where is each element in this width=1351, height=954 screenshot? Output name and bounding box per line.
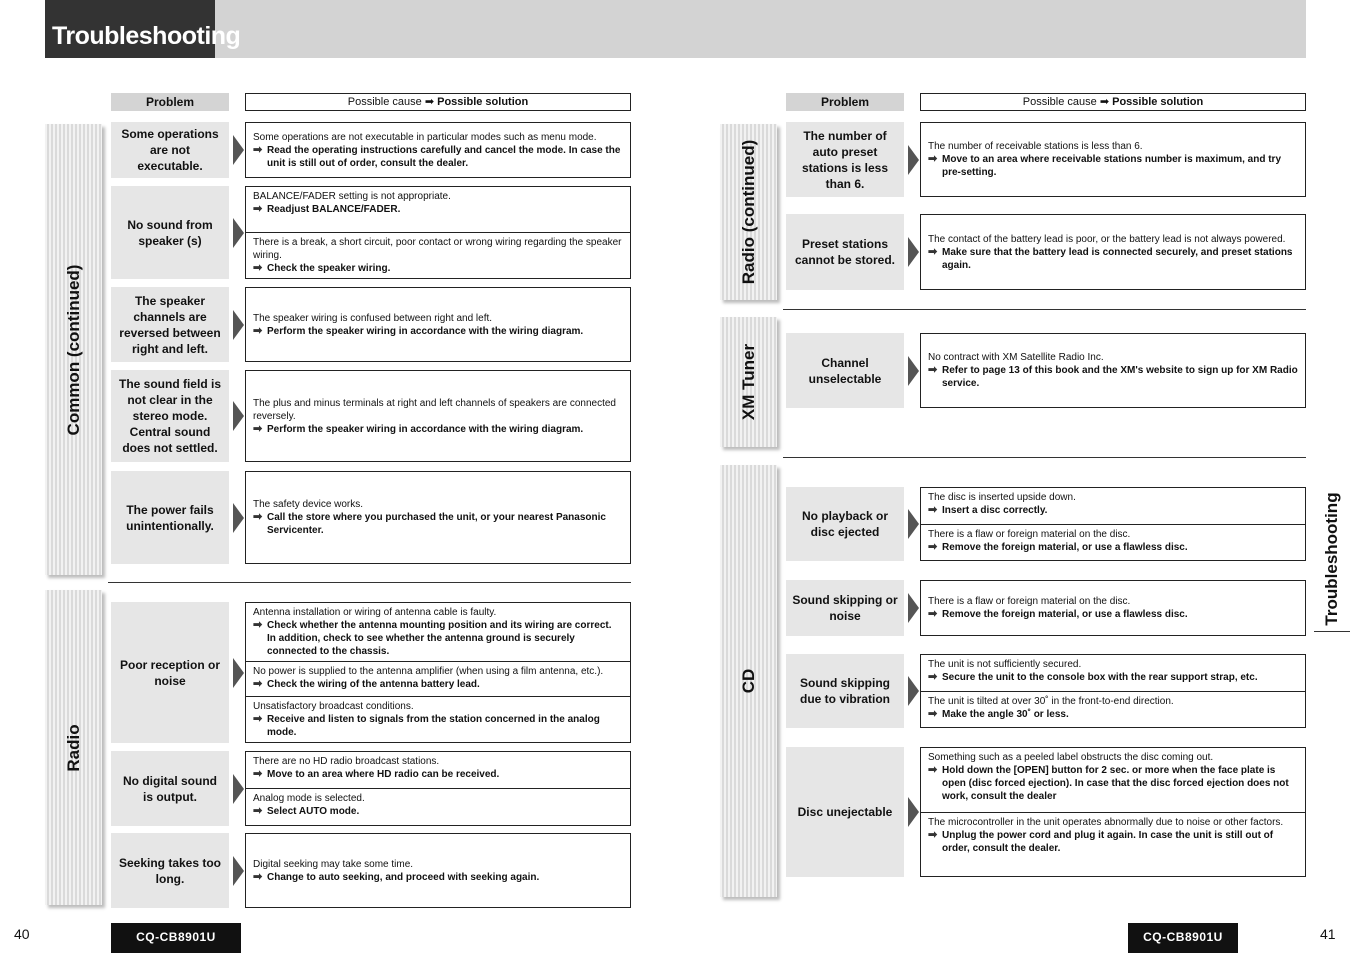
solution-line bbox=[928, 829, 1298, 855]
pointer-arrow-icon bbox=[908, 356, 919, 386]
solution-box bbox=[245, 602, 631, 743]
solution-line bbox=[253, 805, 623, 818]
model-badge-right: CQ-CB8901U bbox=[1128, 923, 1238, 953]
solution-box bbox=[920, 122, 1306, 197]
solution-line bbox=[253, 511, 623, 537]
cause-solution-item bbox=[246, 128, 630, 173]
problem-text: Preset stations cannot be stored. bbox=[794, 237, 895, 267]
solution-text: Insert a disc correctly. bbox=[942, 505, 1048, 516]
cause-text: There is a flaw or foreign material on the disc. bbox=[928, 596, 1131, 607]
pointer-arrow-icon bbox=[908, 676, 919, 706]
solution-box bbox=[245, 186, 631, 279]
cause-solution-item bbox=[246, 187, 630, 232]
problem-text: The power fails unintentionally. bbox=[126, 502, 214, 533]
problem-cell bbox=[111, 186, 229, 279]
problem-text: No digital sound is output. bbox=[123, 773, 217, 804]
problem-text: Disc unejectable bbox=[797, 805, 893, 819]
solution-line bbox=[253, 871, 623, 884]
solution-line bbox=[253, 713, 623, 739]
solution-text: Read the operating instructions carefully and cancel the mode. In case the unit is still out of order, consult the dealer. bbox=[267, 144, 621, 169]
section-tab-common bbox=[45, 124, 102, 575]
pointer-arrow-icon bbox=[233, 503, 244, 533]
pointer-arrow-icon bbox=[233, 310, 244, 340]
pointer-arrow-icon bbox=[908, 593, 919, 623]
pointer-arrow-icon bbox=[908, 797, 919, 827]
problem-text: No playback or disc ejected bbox=[801, 509, 889, 539]
solution-text: Secure the unit to the console box with the rear support strap, etc. bbox=[942, 672, 1258, 683]
problem-cell bbox=[111, 602, 229, 743]
problem-text: Channel unselectable bbox=[808, 355, 882, 386]
pointer-arrow-icon bbox=[908, 145, 919, 175]
solution-line bbox=[928, 708, 1298, 721]
arrow-icon: ➡ bbox=[253, 870, 263, 883]
cause-text: Something such as a peeled label obstructs the disc coming out. bbox=[928, 752, 1214, 763]
cause-solution-item bbox=[246, 696, 630, 742]
cause-solution-item bbox=[246, 752, 630, 788]
cause-text: Digital seeking may take some time. bbox=[253, 858, 414, 870]
solution-line bbox=[253, 678, 623, 691]
problem-cell bbox=[786, 580, 904, 636]
cause-solution-item bbox=[246, 309, 630, 341]
solution-line bbox=[928, 504, 1298, 517]
arrow-icon: ➡ bbox=[928, 364, 938, 376]
side-tab-troubleshooting bbox=[1314, 486, 1350, 632]
cause-text: The speaker wiring is confused between right and left. bbox=[253, 312, 493, 324]
cause-header-right: Possible cause bbox=[1022, 96, 1097, 108]
solution-header-right bbox=[920, 93, 1306, 111]
arrow-icon: ➡ bbox=[253, 324, 263, 337]
arrow-icon: ➡ bbox=[253, 511, 263, 523]
page-number-left: 40 bbox=[14, 926, 30, 942]
problem-text: The sound field is not clear in the stereo mode. Central sound does not settled. bbox=[118, 377, 221, 455]
cause-solution-item bbox=[921, 812, 1305, 877]
solution-line bbox=[253, 144, 623, 170]
section-label-common: Common (continued) bbox=[63, 264, 83, 435]
solution-line bbox=[253, 325, 623, 338]
problem-cell bbox=[111, 122, 229, 178]
cause-text: Some operations are not executable in particular modes such as menu mode. bbox=[253, 131, 597, 143]
problem-cell bbox=[111, 833, 229, 908]
pointer-arrow-icon bbox=[233, 774, 244, 804]
solution-text: Make the angle 30˚ or less. bbox=[942, 708, 1069, 720]
section-divider bbox=[783, 309, 1306, 310]
solution-text: Move to an area where receivable stations number is maximum, and try pre-setting. bbox=[942, 154, 1282, 178]
arrow-icon: ➡ bbox=[928, 707, 938, 720]
cause-text: There is a break, a short circuit, poor contact or wrong wiring regarding the speaker wiring. bbox=[253, 237, 622, 261]
solution-text: Receive and listen to signals from the station concerned in the analog mode. bbox=[267, 714, 600, 738]
solution-text: Check whether the antenna mounting position and its wiring are correct. In addition, check to see whether the antenna ground is securely connected to the chassis. bbox=[267, 620, 612, 657]
solution-text: Move to an area where HD radio can be received. bbox=[267, 769, 500, 780]
cause-text: Antenna installation or wiring of antenna cable is faulty. bbox=[253, 607, 497, 618]
arrow-icon: ➡ bbox=[928, 504, 938, 516]
pointer-arrow-icon bbox=[233, 856, 244, 886]
model-badge-left: CQ-CB8901U bbox=[111, 923, 241, 953]
solution-box bbox=[920, 487, 1306, 561]
page-title: Troubleshooting bbox=[45, 0, 215, 58]
cause-text: Unsatisfactory broadcast conditions. bbox=[253, 701, 414, 712]
arrow-icon: ➡ bbox=[928, 245, 938, 258]
problem-cell bbox=[786, 333, 904, 408]
arrow-icon: ➡ bbox=[253, 203, 263, 215]
solution-box bbox=[245, 471, 631, 564]
problem-cell bbox=[786, 747, 904, 877]
problem-cell bbox=[786, 214, 904, 290]
side-tab-label: Troubleshooting bbox=[1322, 491, 1341, 626]
cause-solution-item bbox=[921, 691, 1305, 728]
solution-box bbox=[920, 333, 1306, 408]
solution-box bbox=[245, 751, 631, 826]
arrow-icon: ➡ bbox=[424, 96, 435, 108]
solution-header-label-right: Possible solution bbox=[1112, 96, 1204, 108]
arrow-icon: ➡ bbox=[928, 671, 938, 683]
arrow-icon: ➡ bbox=[253, 805, 263, 817]
cause-text: The safety device works. bbox=[253, 499, 364, 510]
section-tab-cd bbox=[720, 465, 777, 897]
solution-box bbox=[920, 580, 1306, 636]
cause-solution-item bbox=[246, 855, 630, 887]
solution-header bbox=[245, 93, 631, 111]
arrow-icon: ➡ bbox=[928, 608, 938, 620]
pointer-arrow-icon bbox=[908, 509, 919, 539]
cause-text: BALANCE/FADER setting is not appropriate. bbox=[253, 191, 451, 202]
cause-text: The plus and minus terminals at right and left channels of speakers are connected reversely. bbox=[253, 397, 616, 422]
pointer-arrow-icon bbox=[233, 135, 244, 165]
solution-text: Remove the foreign material, or use a flawless disc. bbox=[942, 541, 1188, 553]
problem-text: Sound skipping due to vibration bbox=[800, 676, 890, 706]
problem-text: The speaker channels are reversed between right and left. bbox=[119, 293, 221, 356]
solution-box bbox=[920, 214, 1306, 290]
cause-solution-item bbox=[246, 232, 630, 278]
problem-header: Problem bbox=[111, 93, 229, 111]
arrow-icon: ➡ bbox=[253, 713, 263, 725]
cause-solution-item bbox=[246, 603, 630, 661]
cause-text: The unit is tilted at over 30˚ in the front-to-end direction. bbox=[928, 695, 1174, 707]
problem-cell bbox=[786, 487, 904, 561]
solution-text: Unplug the power cord and plug it again. In case the unit is still out of order, consult the dealer. bbox=[942, 829, 1274, 854]
cause-text: The number of receivable stations is less than 6. bbox=[928, 141, 1143, 152]
cause-text: No power is supplied to the antenna amplifier (when using a film antenna, etc.). bbox=[253, 666, 604, 677]
cause-solution-item bbox=[921, 488, 1305, 524]
cause-text: Analog mode is selected. bbox=[253, 793, 365, 804]
section-label-radio: Radio bbox=[63, 723, 83, 772]
cause-text: No contract with XM Satellite Radio Inc. bbox=[928, 352, 1104, 363]
solution-line bbox=[928, 153, 1298, 179]
arrow-icon: ➡ bbox=[928, 764, 938, 776]
solution-text: Perform the speaker wiring in accordance with the wiring diagram. bbox=[267, 325, 584, 337]
solution-box bbox=[245, 122, 631, 178]
solution-text: Perform the speaker wiring in accordance with the wiring diagram. bbox=[267, 423, 584, 435]
solution-line bbox=[928, 671, 1298, 684]
cause-text: The contact of the battery lead is poor, or the battery lead is not always powered. bbox=[928, 233, 1286, 245]
section-label-radio-continued: Radio (continued) bbox=[738, 139, 758, 285]
solution-line bbox=[928, 608, 1298, 621]
solution-line bbox=[928, 541, 1298, 554]
section-divider bbox=[108, 582, 631, 583]
pointer-arrow-icon bbox=[233, 401, 244, 431]
cause-solution-item bbox=[246, 495, 630, 540]
section-tab-xm bbox=[720, 317, 777, 447]
solution-text: Change to auto seeking, and proceed with seeking again. bbox=[267, 871, 540, 883]
solution-text: Make sure that the battery lead is connected securely, and preset stations again. bbox=[942, 246, 1293, 271]
arrow-icon: ➡ bbox=[253, 678, 263, 690]
cause-solution-item bbox=[921, 348, 1305, 393]
solution-text: Select AUTO mode. bbox=[267, 806, 360, 817]
section-label-cd: CD bbox=[738, 668, 758, 694]
solution-text: Remove the foreign material, or use a flawless disc. bbox=[942, 609, 1188, 620]
solution-box bbox=[245, 833, 631, 908]
page-number-right: 41 bbox=[1320, 926, 1336, 942]
solution-line bbox=[928, 364, 1298, 390]
cause-text: The disc is inserted upside down. bbox=[928, 492, 1076, 503]
solution-text: Hold down the [OPEN] button for 2 sec. or more when the face plate is open (disc forced ejection). In case that the disc forced ejection does not work, consult the dealer bbox=[942, 765, 1289, 802]
problem-cell bbox=[111, 287, 229, 362]
solution-line bbox=[253, 203, 623, 216]
solution-text: Refer to page 13 of this book and the XM's website to sign up for XM Radio service. bbox=[942, 365, 1298, 389]
cause-text: There is a flaw or foreign material on the disc. bbox=[928, 528, 1131, 540]
solution-text: Readjust BALANCE/FADER. bbox=[267, 204, 401, 215]
solution-line bbox=[253, 423, 623, 436]
solution-box bbox=[920, 654, 1306, 728]
problem-text: Some operations are not executable. bbox=[121, 127, 219, 173]
problem-text: Sound skipping or noise bbox=[792, 593, 898, 623]
solution-header-label: Possible solution bbox=[437, 96, 529, 108]
cause-text: There are no HD radio broadcast stations. bbox=[253, 756, 440, 767]
cause-solution-item bbox=[921, 137, 1305, 182]
problem-header-right: Problem bbox=[786, 93, 904, 111]
solution-line bbox=[253, 619, 623, 658]
section-label-xm: XM Tuner bbox=[738, 343, 758, 421]
cause-text: The unit is not sufficiently secured. bbox=[928, 659, 1082, 670]
solution-line bbox=[928, 764, 1298, 803]
solution-text: Check the speaker wiring. bbox=[267, 263, 391, 274]
cause-solution-item bbox=[921, 524, 1305, 561]
problem-text: Seeking takes too long. bbox=[118, 855, 222, 886]
problem-text: No sound from speaker (s) bbox=[127, 217, 213, 248]
cause-solution-item bbox=[921, 655, 1305, 691]
pointer-arrow-icon bbox=[233, 218, 244, 248]
solution-box bbox=[920, 747, 1306, 877]
arrow-icon: ➡ bbox=[928, 540, 938, 553]
solution-line bbox=[253, 768, 623, 781]
solution-line bbox=[253, 262, 623, 275]
arrow-icon: ➡ bbox=[253, 619, 263, 631]
problem-cell bbox=[111, 751, 229, 826]
problem-cell bbox=[786, 654, 904, 728]
pointer-arrow-icon bbox=[233, 658, 244, 688]
cause-solution-item bbox=[921, 230, 1305, 275]
arrow-icon: ➡ bbox=[928, 153, 938, 165]
problem-text: Poor reception or noise bbox=[119, 657, 220, 688]
arrow-icon: ➡ bbox=[253, 262, 263, 274]
problem-cell bbox=[786, 122, 904, 197]
cause-solution-item bbox=[246, 661, 630, 696]
arrow-icon: ➡ bbox=[928, 828, 938, 841]
cause-solution-item bbox=[246, 394, 630, 439]
section-tab-radio bbox=[45, 590, 102, 905]
solution-line bbox=[928, 246, 1298, 272]
cause-solution-item bbox=[921, 592, 1305, 624]
arrow-icon: ➡ bbox=[253, 143, 263, 156]
cause-solution-item bbox=[921, 748, 1305, 812]
solution-text: Call the store where you purchased the unit, or your nearest Panasonic Servicenter. bbox=[267, 512, 606, 536]
problem-text: The number of auto preset stations is less than 6. bbox=[801, 128, 889, 191]
solution-text: Check the wiring of the antenna battery lead. bbox=[267, 679, 480, 690]
arrow-icon: ➡ bbox=[253, 768, 263, 780]
solution-box bbox=[245, 287, 631, 362]
cause-solution-item bbox=[246, 788, 630, 825]
section-divider bbox=[783, 457, 1306, 458]
arrow-icon: ➡ bbox=[1099, 96, 1110, 108]
problem-cell bbox=[111, 370, 229, 462]
solution-box bbox=[245, 370, 631, 462]
pointer-arrow-icon bbox=[908, 237, 919, 267]
cause-text: The microcontroller in the unit operates abnormally due to noise or other factors. bbox=[928, 816, 1284, 828]
arrow-icon: ➡ bbox=[253, 422, 263, 435]
section-tab-radio-continued bbox=[720, 124, 777, 300]
problem-cell bbox=[111, 471, 229, 564]
cause-header: Possible cause bbox=[347, 96, 422, 108]
